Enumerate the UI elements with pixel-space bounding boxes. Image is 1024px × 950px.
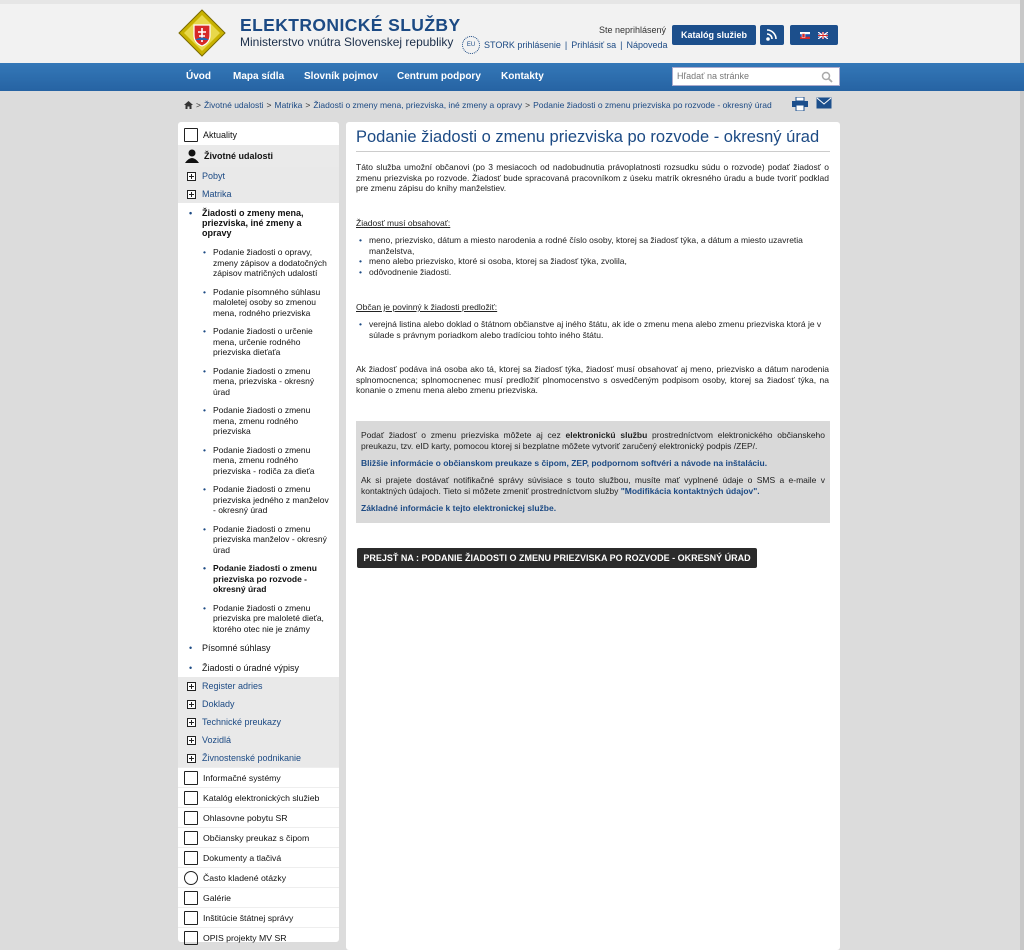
list-item: • verejná listina alebo doklad o štátnom občianstve aj iného štátu, ak ide o zmenu mena alebo zmenu priezviska ktorá je v súlade s právnym poriadkom alebo tradíciou tohto iného štátu. [369, 319, 829, 340]
subsection-name-changes[interactable]: • Žiadosti o zmeny mena, priezviska, iné zmeny a opravy [178, 203, 339, 241]
subitem-link[interactable]: • Podanie žiadosti o určenie mena, určenie rodného priezviska dieťaťa [178, 323, 339, 363]
must-contain-heading: Žiadosť musí obsahovať: [356, 218, 451, 228]
login-link[interactable]: Prihlásiť sa [571, 40, 617, 50]
subitem-link[interactable]: • Podanie žiadosti o zmenu mena, zmenu rodného priezviska - rodiča za dieťa [178, 442, 339, 482]
site-subtitle: Ministerstvo vnútra Slovenskej republiky [240, 35, 454, 49]
eu-stars-icon: EU [462, 36, 480, 54]
sidebar-item-life-events[interactable] [178, 145, 339, 167]
go-to-service-button[interactable]: PREJSŤ NA : PODANIE ŽIADOSTI O ZMENU PRIEZVISKA PO ROZVODE - OKRESNÝ ÚRAD [357, 548, 757, 568]
info-link-basic[interactable]: Základné informácie k tejto elektronickej službe. [361, 503, 557, 513]
subitem-link[interactable]: • Podanie žiadosti o opravy, zmeny zápisov a dodatočných zápisov matričných udalostí [178, 241, 339, 284]
sidebar-item-label: Životné udalosti [204, 151, 274, 161]
person-icon [184, 149, 200, 163]
category-matrika[interactable]: Matrika [178, 185, 339, 203]
sidebar-item-information-systems[interactable]: Informačné systémy [178, 767, 339, 787]
divider [356, 151, 830, 152]
category-register-adries[interactable]: Register adries [178, 677, 339, 695]
slovak-flag-icon[interactable] [800, 32, 810, 39]
breadcrumb-separator: > [266, 100, 272, 110]
search-placeholder: Hľadať na stránke [677, 71, 750, 81]
coat-of-arms-logo[interactable] [178, 9, 226, 57]
separator: | [564, 40, 568, 50]
gallery-icon [184, 891, 198, 905]
must-contain-list [369, 235, 829, 277]
expand-icon[interactable] [187, 700, 196, 709]
obligated-list [369, 319, 829, 340]
category-vozidla[interactable]: Vozidlá [178, 731, 339, 749]
sidebar-item-opis-projects[interactable]: OPIS projekty MV SR [178, 927, 339, 947]
sidebar-item-faq[interactable]: Často kladené otázky [178, 867, 339, 887]
page-tools [792, 97, 832, 111]
intro-text: Táto služba umožní občanovi (po 3 mesiacoch od nadobudnutia právoplatnosti rozsudku súdu o rozvode) podať žiadosť o zmenu priezviska po rozvode. Žiadosť bude spracovaná pracovníkom z úseku matrík okresného úradu a bude tvoriť podklad pre zmenu zápisu do knihy manželstiev. [356, 162, 829, 193]
sidebar-item-label: Aktuality [203, 129, 238, 140]
breadcrumb-current[interactable]: Podanie žiadosti o zmenu priezviska po rozvode - okresný úrad [533, 100, 772, 110]
separator: | [620, 40, 623, 50]
email-icon[interactable] [816, 97, 832, 109]
sidebar-item-id-card[interactable]: Občiansky preukaz s čipom [178, 827, 339, 847]
category-zivnostenske-podnikanie[interactable]: Živnostenské podnikanie [178, 749, 339, 767]
expand-icon[interactable] [187, 754, 196, 763]
info-box [356, 421, 830, 523]
page-title: Podanie žiadosti o zmenu priezviska po rozvode - okresný úrad [356, 128, 820, 146]
sidebar-item-state-institutions[interactable]: Inštitúcie štátnej správy [178, 907, 339, 927]
expand-icon[interactable] [187, 682, 196, 691]
sidebar-item-news[interactable] [178, 124, 339, 145]
systems-icon [184, 771, 198, 785]
breadcrumb-separator: > [196, 100, 201, 110]
header [0, 4, 1024, 63]
documents-icon [184, 851, 198, 865]
subitem-link[interactable]: • Podanie žiadosti o zmenu priezviska manželov - okresný úrad [178, 521, 339, 561]
home-icon[interactable] [184, 101, 193, 109]
category-doklady[interactable]: Doklady [178, 695, 339, 713]
user-status: Ste neprihlásený [599, 25, 667, 35]
language-switcher [790, 25, 838, 45]
subitem-link-active[interactable]: • Podanie žiadosti o zmenu priezviska po rozvode - okresný úrad [178, 560, 339, 600]
category-pobyt[interactable]: Pobyt [178, 167, 339, 185]
news-icon [184, 128, 198, 142]
id-card-icon [184, 831, 198, 845]
breadcrumb-name-changes[interactable]: Žiadosti o zmeny mena, priezviska, iné zmeny a opravy [313, 100, 523, 110]
subsection-official-extracts[interactable]: • Žiadosti o úradné výpisy [178, 656, 339, 677]
subitem-link[interactable]: • Podanie písomného súhlasu maloletej osoby so zmenou mena, rodného priezviska [178, 284, 339, 324]
category-technicke-preukazy[interactable]: Technické preukazy [178, 713, 339, 731]
info-text-eid: Podať žiadosť o zmenu priezviska môžete aj cez elektronickú službu prostredníctvom elektronického občianskeho preukazu, tzv. eID karty, pomocou ktorej si bezplatne môžete vytvoriť zaručený elektronický podpis /ZEP/. [361, 430, 826, 451]
list-item: • odôvodnenie žiadosti. [369, 267, 829, 278]
catalog-icon [184, 791, 198, 805]
info-link-id-card[interactable]: Bližšie informácie o občianskom preukaze s čipom, ZEP, podpornom softvéri a návode na inštaláciu. [361, 458, 768, 468]
sidebar-item-documents-forms[interactable]: Dokumenty a tlačivá [178, 847, 339, 867]
expand-icon[interactable] [187, 172, 196, 181]
subitem-link[interactable]: • Podanie žiadosti o zmenu mena, zmenu rodného priezviska [178, 402, 339, 442]
nav-home[interactable]: Úvod [186, 71, 211, 82]
question-icon [184, 871, 198, 885]
search-input[interactable] [672, 67, 840, 86]
subitem-link[interactable]: • Podanie žiadosti o zmenu priezviska pre maloleté dieťa, ktorého otec nie je známy [178, 600, 339, 640]
expand-icon[interactable] [187, 718, 196, 727]
search-icon[interactable] [821, 71, 833, 83]
obligated-heading: Občan je povinný k žiadosti predložiť: [356, 302, 498, 312]
subsection-written-consents[interactable]: • Písomné súhlasy [178, 639, 339, 656]
english-flag-icon[interactable] [818, 32, 828, 39]
subitem-link[interactable]: • Podanie žiadosti o zmenu priezviska jedného z manželov - okresný úrad [178, 481, 339, 521]
expand-icon[interactable] [187, 736, 196, 745]
stork-login-link[interactable]: STORK prihlásenie [484, 40, 561, 50]
breadcrumb-life-events[interactable]: Životné udalosti [203, 100, 264, 110]
info-text-notifications: Ak si prajete dostávať notifikačné správy súvisiace s touto službou, musíte mať vyplnené údaje o SMS a e-maile v kontaktných údajoch. Tieto si môžete zmeniť prostredníctvom služby "Modifikácia kontaktných údajov". [361, 475, 825, 496]
other-person-text: Ak žiadosť podáva iná osoba ako tá, ktorej sa žiadosť týka, žiadosť musí obsahovať aj meno, priezvisko a dátum narodenia splnomocnenca; splnomocnenec musí predložiť plnomocenstvo s osvedčeným podpisom osoby, ktorej sa žiadosť týka, na konanie o zmenu mena alebo zmenu priezviska. [356, 364, 829, 395]
site-title: ELEKTRONICKÉ SLUŽBY [240, 15, 461, 35]
rss-button[interactable] [760, 25, 784, 45]
matrika-submenu [178, 203, 339, 677]
main-nav [0, 63, 1024, 91]
sidebar-item-registration-offices[interactable]: Ohlasovne pobytu SR [178, 807, 339, 827]
breadcrumb-matrika[interactable]: Matrika [274, 100, 303, 110]
nav-contacts[interactable]: Kontakty [501, 71, 544, 82]
breadcrumb-separator: > [305, 100, 311, 110]
subitem-link[interactable]: • Podanie žiadosti o zmenu mena, priezviska - okresný úrad [178, 363, 339, 403]
nav-glossary[interactable]: Slovník pojmov [304, 71, 378, 82]
institution-icon [184, 911, 198, 925]
sidebar-item-galleries[interactable]: Galérie [178, 887, 339, 907]
header-links [462, 36, 668, 54]
expand-icon[interactable] [187, 190, 196, 199]
catalog-button[interactable]: Katalóg služieb [672, 25, 756, 45]
building-icon [184, 811, 198, 825]
modify-contacts-link[interactable]: "Modifikácia kontaktných údajov". [620, 485, 760, 496]
sidebar [178, 122, 339, 942]
breadcrumb-separator: > [525, 100, 531, 110]
print-icon[interactable] [792, 97, 808, 111]
list-item: • meno alebo priezvisko, ktoré si osoba, ktorej sa žiadosť týka, zvolila, [369, 256, 829, 267]
nav-support-center[interactable]: Centrum podpory [397, 71, 481, 82]
life-events-submenu [178, 167, 339, 203]
scrollbar[interactable] [1020, 0, 1024, 950]
rss-icon [760, 25, 784, 45]
nav-sitemap[interactable]: Mapa sídla [233, 71, 285, 82]
breadcrumb [184, 100, 772, 110]
help-link[interactable]: Nápoveda [626, 40, 668, 50]
categories-bottom [178, 677, 339, 767]
sidebar-item-service-catalog[interactable]: Katalóg elektronických služieb [178, 787, 339, 807]
list-item: • meno, priezvisko, dátum a miesto narodenia a rodné číslo osoby, ktorej sa žiadosť týka, a dátum a miesto uzavretia manželstva, [369, 235, 829, 256]
projects-icon [184, 931, 198, 945]
